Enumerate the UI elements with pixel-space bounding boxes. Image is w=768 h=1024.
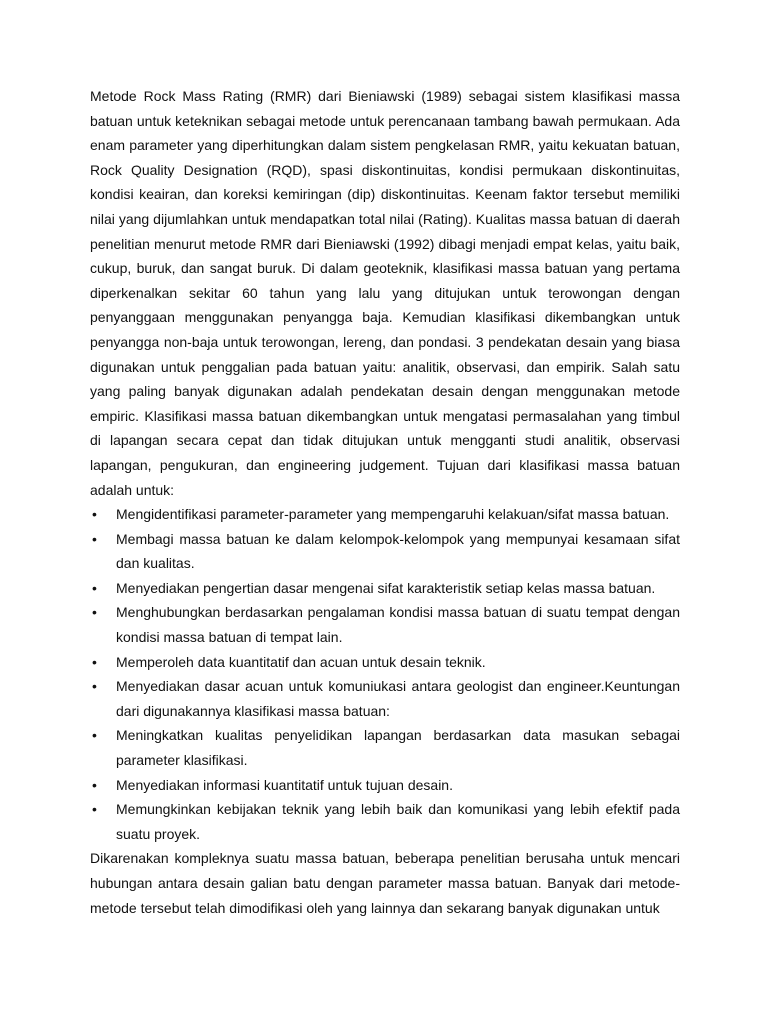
bullet-icon: •: [92, 653, 97, 670]
bullet-icon: •: [92, 604, 97, 621]
bullet-icon: •: [92, 678, 97, 695]
bullet-icon: •: [92, 727, 97, 744]
list-item: [90, 723, 680, 772]
bullet-icon: •: [92, 506, 97, 523]
closing-paragraph: Dikarenakan kompleknya suatu massa batuan, beberapa penelitian berusaha untuk mencari hubungan antara desain galian batu dengan parameter massa batuan. Banyak dari metode-metode tersebut telah dimodifikasi oleh yang lainnya dan sekarang banyak digunakan untuk: [90, 850, 680, 916]
intro-paragraph: Metode Rock Mass Rating (RMR) dari Bieniawski (1989) sebagai sistem klasifikasi massa batuan untuk keteknikan sebagai metode untuk perencanaan tambang bawah permukaan. Ada enam parameter yang diperhitungkan dalam sistem pengkelasan RMR, yaitu kekuatan batuan, Rock Quality Designation (RQD), spasi diskontinuitas, kondisi permukaan diskontinuitas, kondisi keairan, dan koreksi kemiringan (dip) diskontinuitas. Keenam faktor tersebut memiliki nilai yang dijumlahkan untuk mendapatkan total nilai (Rating). Kualitas massa batuan di daerah penelitian menurut metode RMR dari Bieniawski (1992) dibagi menjadi empat kelas, yaitu baik, cukup, buruk, dan sangat buruk. Di dalam geoteknik, klasifikasi massa batuan yang pertama diperkenalkan sekitar 60 tahun yang lalu yang ditujukan untuk terowongan dengan penyanggaan menggunakan penyangga baja. Kemudian klasifikasi dikembangkan untuk penyangga non-baja untuk terowongan, lereng, dan pondasi. 3 pendekatan desain yang biasa digunakan untuk penggalian pada batuan yaitu: analitik, observasi, dan empirik. Salah satu yang paling banyak digunakan adalah pendekatan desain dengan menggunakan metode empiric. Klasifikasi massa batuan dikembangkan untuk mengatasi permasalahan yang timbul di lapangan secara cepat dan tidak ditujukan untuk mengganti studi analitik, observasi lapangan, pengukuran, dan engineering judgement. Tujuan dari klasifikasi massa batuan adalah untuk:: [90, 88, 680, 498]
list-item-text: Menghubungkan berdasarkan pengalaman kondisi massa batuan di suatu tempat dengan kondisi massa batuan di tempat lain.: [116, 604, 680, 646]
list-item: [90, 502, 680, 527]
list-item-text: Menyediakan informasi kuantitatif untuk tujuan desain.: [116, 776, 453, 793]
list-item: [90, 797, 680, 846]
list-item: [90, 527, 680, 576]
list-item-text: Meningkatkan kualitas penyelidikan lapangan berdasarkan data masukan sebagai parameter klasifikasi.: [116, 727, 680, 769]
list-item: [90, 773, 680, 798]
objectives-list: [90, 502, 680, 846]
bullet-icon: •: [92, 530, 97, 547]
list-item-text: Membagi massa batuan ke dalam kelompok-kelompok yang mempunyai kesamaan sifat dan kualitas.: [116, 530, 680, 572]
list-item-text: Menyediakan dasar acuan untuk komuniukasi antara geologist dan engineer.Keuntungan dari digunakannya klasifikasi massa batuan:: [116, 678, 680, 719]
list-item: [90, 600, 680, 649]
list-item: [90, 576, 680, 601]
list-item: [90, 650, 680, 675]
list-item-text: Memungkinkan kebijakan teknik yang lebih baik dan komunikasi yang lebih efektif pada suatu proyek.: [116, 801, 680, 842]
list-item-text: Menyediakan pengertian dasar mengenai sifat karakteristik setiap kelas massa batuan.: [116, 579, 656, 596]
list-item-text: Mengidentifikasi parameter-parameter yang mempengaruhi kelakuan/sifat massa batuan.: [116, 506, 670, 523]
bullet-icon: •: [92, 776, 97, 793]
bullet-icon: •: [92, 801, 97, 818]
list-item-text: Memperoleh data kuantitatif dan acuan untuk desain teknik.: [116, 653, 486, 670]
bullet-icon: •: [92, 579, 97, 596]
list-item: [90, 674, 680, 723]
document-page: [90, 84, 680, 920]
